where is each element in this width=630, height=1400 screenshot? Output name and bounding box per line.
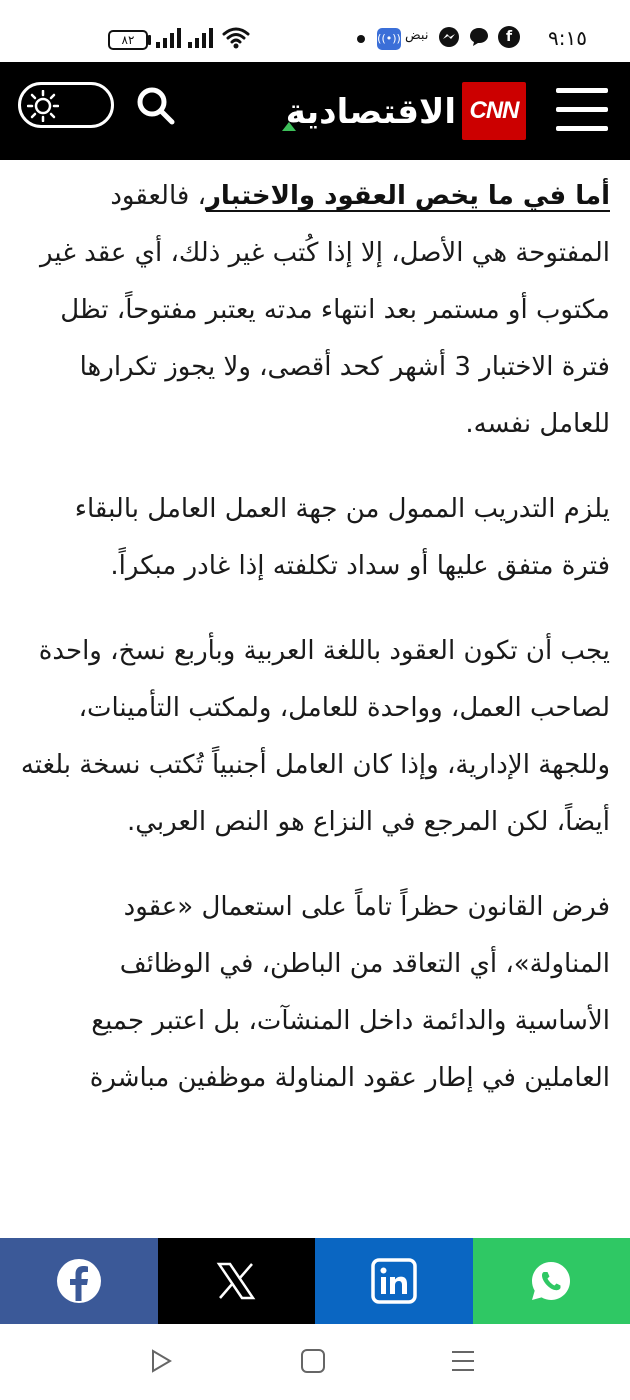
network-label: نبض (405, 28, 429, 43)
x-icon (216, 1261, 256, 1301)
share-whatsapp-button[interactable] (473, 1238, 630, 1324)
article-paragraph-2: يلزم التدريب الممول من جهة العمل العامل بالبقاء فترة متفق عليها أو سداد تكلفته إذا غادر مبكراً. (74, 494, 610, 581)
status-time: ٩:١٥ (548, 26, 587, 50)
facebook-notification-icon: f (498, 26, 520, 48)
theme-toggle[interactable] (18, 82, 114, 128)
chat-notification-icon (468, 26, 490, 52)
share-facebook-button[interactable] (0, 1238, 158, 1324)
cnn-logo[interactable]: CNN (462, 82, 526, 140)
home-icon[interactable] (300, 1348, 326, 1378)
hamburger-menu-icon[interactable] (556, 86, 608, 134)
status-bar (0, 0, 630, 62)
system-nav-bar (0, 1324, 630, 1400)
whatsapp-icon (529, 1259, 573, 1303)
search-icon[interactable] (134, 84, 178, 128)
notification-dot (357, 35, 365, 43)
recents-icon[interactable] (450, 1348, 476, 1378)
sun-icon (27, 90, 59, 122)
linkedin-icon (371, 1258, 417, 1304)
facebook-icon (55, 1257, 103, 1305)
article-paragraph-4: فرض القانون حظراً تاماً على استعمال «عقود المناولة»، أي التعاقد من الباطن، في الوظائف الأساسية والدائمة داخل المنشآت، بل اعتبر جميع العاملين في إطار عقود المناولة موظفين مباشرة (89, 892, 610, 1093)
share-linkedin-button[interactable] (315, 1238, 473, 1324)
brand-name[interactable]: الاقتصادية (285, 92, 456, 132)
share-x-button[interactable] (158, 1238, 316, 1324)
paragraph-text: ، فالعقود المفتوحة هي الأصل، إلا إذا كُتب غير ذلك، أي عقد غير مكتوب أو مستمر بعد انتهاء مدته يعتبر مفتوحاً، تظل فترة الاختبار 3 أشهر كحد أقصى، ولا يجوز تكرارها للعامل نفسه. (40, 181, 610, 439)
wifi-icon (222, 26, 250, 54)
site-header (0, 62, 630, 160)
section-link[interactable]: أما في ما يخص العقود والاختبار (205, 181, 610, 211)
messenger-notification-icon (438, 26, 460, 52)
share-bar (0, 1238, 630, 1324)
article-paragraph-3: يجب أن تكون العقود باللغة العربية وبأربع نسخ، واحدة لصاحب العمل، وواحدة للعامل، ولمكتب التأمينات، وللجهة الإدارية، وإذا كان العامل أجنبياً تُكتب نسخة بلغته أيضاً، لكن المرجع في النزاع هو النص العربي. (20, 636, 610, 837)
brand-mark-icon (282, 122, 296, 131)
battery-level: ٨٢ (108, 30, 148, 50)
battery-icon (148, 35, 151, 45)
article-paragraph-1 (20, 160, 610, 453)
article-body (20, 160, 610, 1238)
signal-notification-icon: ((•)) (377, 28, 401, 50)
back-icon[interactable] (148, 1348, 174, 1378)
signal-icon-1 (156, 28, 182, 52)
signal-icon-2 (188, 28, 214, 52)
